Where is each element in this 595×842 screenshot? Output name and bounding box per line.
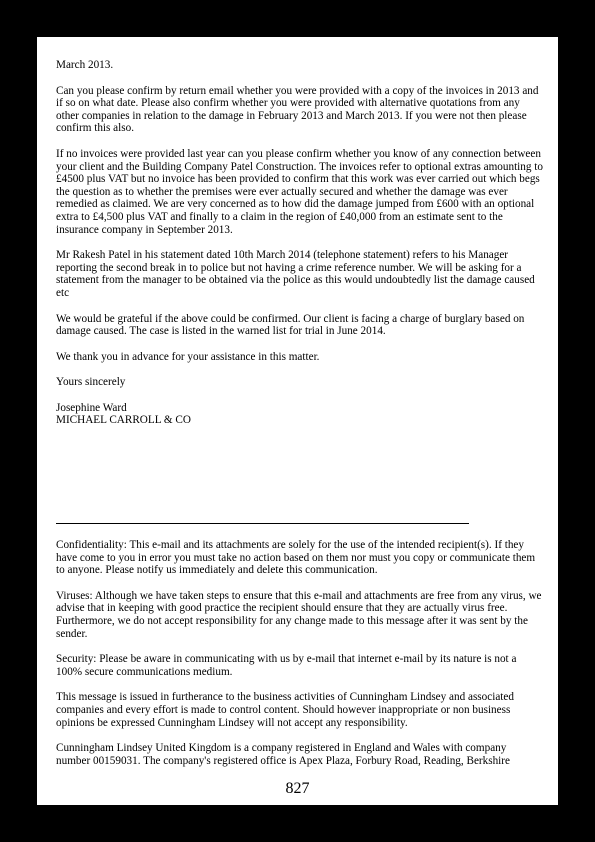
separator-rule — [56, 523, 469, 524]
signer-firm: MICHAEL CARROLL & CO — [56, 414, 191, 427]
disclaimer-confidentiality: Confidentiality: This e-mail and its attachments are solely for the use of the intended recipient(s). If they have come to you in error you must take no action based on them nor must you copy or communicate them to anyone. Please notify us immediately and delete this communication. — [56, 539, 536, 577]
disclaimer-viruses: Viruses: Although we have taken steps to ensure that this e-mail and attachments are free from any virus, we advise that in keeping with good practice the recipient should ensure that they are actually virus free. Furthermore, we do not accept responsibility for any change made to this message after it was sent by the sender. — [56, 589, 542, 640]
letter-paragraph-thanks: We thank you in advance for your assistance in this matter. — [56, 350, 320, 363]
letter-paragraph-connection: If no invoices were provided last year can you please confirm whether you know of any connection between your client and the Building Company Patel Construction. The invoices refer to optional extras amounting to £4500 plus VAT but no invoice has been provided to confirm that this work was ever carried out which begs the question as to whether the premises were ever actually secured and whether the damage was ever remedied as claimed. We are very concerned as to how did the damage jumped from £600 with an optional extra to £4,500 plus VAT and finally to a claim in the region of £40,000 from an estimate sent to the insurance company in September 2013. — [56, 147, 543, 236]
letter-closing: Yours sincerely — [56, 376, 126, 389]
disclaimer-business: This message is issued in furtherance to the business activities of Cunningham Lindsey and associated companies and every effort is made to control content. Should however inappropriate or non business opinions be expressed Cunningham Lindsey will not accept any responsibility. — [56, 691, 514, 729]
email-disclaimer — [56, 539, 543, 780]
letter-body — [56, 59, 543, 427]
disclaimer-security: Security: Please be aware in communicating with us by e-mail that internet e-mail by its nature is not a 100% secure communications medium. — [56, 653, 517, 678]
document-page — [37, 37, 558, 805]
letter-paragraph-invoices: Can you please confirm by return email whether you were provided with a copy of the invoices in 2013 and if so on what date. Please also confirm whether you were provided with alternative quotations from any other companies in relation to the damage in February 2013 and March 2013. If you were not then please confirm this also. — [56, 84, 539, 135]
page-number: 827 — [285, 780, 310, 797]
letter-paragraph-statement: Mr Rakesh Patel in his statement dated 10th March 2014 (telephone statement) refers to his Manager reporting the second break in to police but not having a crime reference number. We will be asking for a statement from the manager to be obtained via the police as this would undoubtedly list the damage caused etc — [56, 249, 535, 299]
disclaimer-company: Cunningham Lindsey United Kingdom is a company registered in England and Wales with company number 00159031. The company's registered office is Apex Plaza, Forbury Road, Reading, Berkshire — [56, 742, 510, 767]
letter-paragraph-confirm: We would be grateful if the above could be confirmed. Our client is facing a charge of burglary based on damage caused. The case is listed in the warned list for trial in June 2014. — [56, 312, 525, 338]
signer-name: Josephine Ward — [56, 401, 127, 414]
letter-paragraph-date: March 2013. — [56, 59, 114, 71]
